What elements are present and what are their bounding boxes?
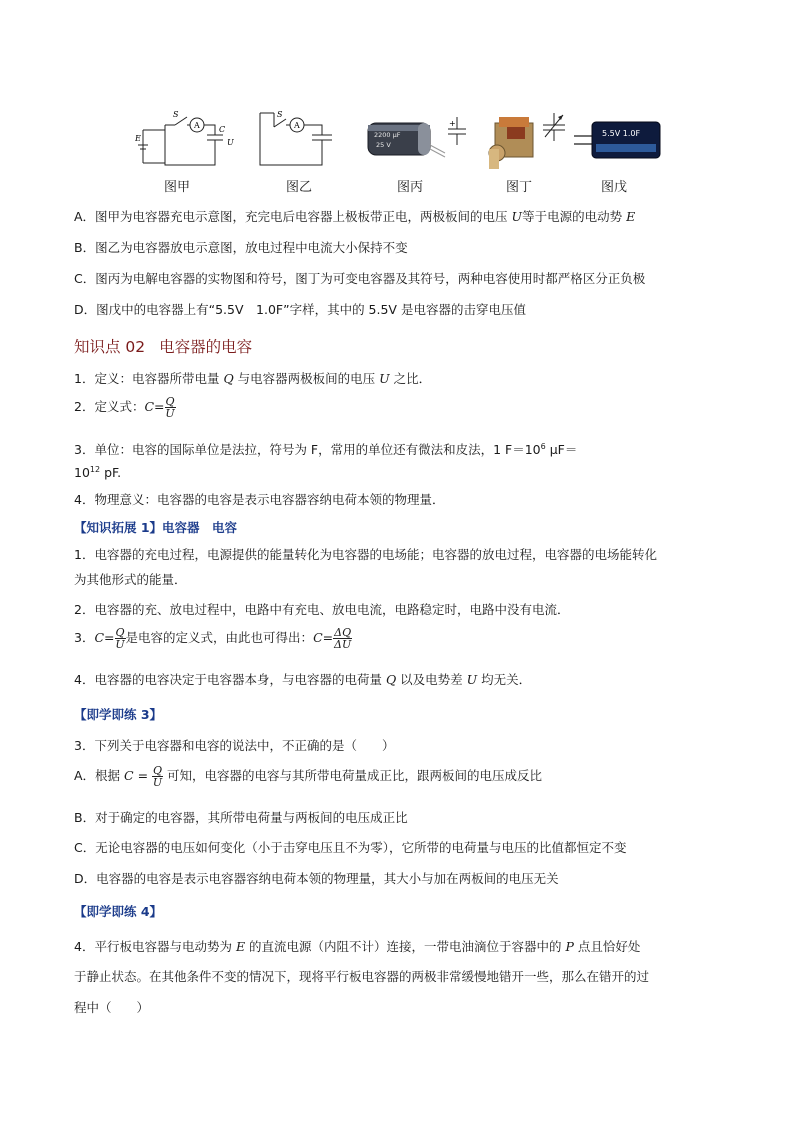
extension-p2: 2．电容器的充、放电过程中，电路中有充电、放电电流，电路稳定时，电路中没有电流． — [74, 602, 570, 617]
exercise4-line3: 程中（ ） — [74, 1000, 150, 1015]
variable-capacitor-photo — [485, 103, 570, 173]
option-b: B．图乙为电容器放电示意图，放电过程中电流大小保持不变 — [74, 240, 408, 255]
label-a: A — [194, 121, 200, 130]
exercise3-question: 3．下列关于电容器和电容的说法中，不正确的是（ ） — [74, 738, 395, 753]
extension-p3: 3．C= $\frac{Q}{U}$ 是电容的定义式，由此也可得出：C= $\frac{\Delta Q}{\Delta U}$ — [74, 626, 352, 651]
electrolytic-capacitor-photo — [360, 115, 470, 170]
supercap-label: 5.5V 1.0F — [602, 129, 641, 138]
fraction-q-over-u: $\frac{Q}{U}$ — [165, 395, 175, 420]
label-a: A — [294, 121, 300, 130]
caption-bing: 图丙 — [397, 180, 424, 195]
caption-ding: 图丁 — [506, 180, 533, 195]
label-u: U — [227, 138, 234, 147]
label-s: S — [277, 110, 283, 119]
exercise3-option-b: B．对于确定的电容器，其所带电荷量与两板间的电压成正比 — [74, 810, 408, 825]
extension-title: 【知识拓展 1】电容器 电容 — [74, 520, 238, 535]
extension-p1-cont: 为其他形式的能量． — [74, 572, 187, 587]
plus-sign: + — [449, 119, 456, 128]
exercise3-option-c: C．无论电容器的电压如何变化（小于击穿电压且不为零），它所带的电荷量与电压的比值都恒定不变 — [74, 840, 627, 855]
option-a: A．图甲为电容器充电示意图，充完电后电容器上极板带正电，两极板间的电压 U等于电源的电动势 E — [74, 209, 636, 224]
exercise3-title: 【即学即练 3】 — [74, 707, 163, 722]
definition-1: 1．定义：电容器所带电量 Q 与电容器两极板间的电压 U 之比． — [74, 371, 432, 386]
definition-2: 2．定义式：C= $\frac{Q}{U}$ — [74, 395, 175, 420]
option-c: C．图丙为电解电容器的实物图和符号，图丁为可变电容器及其符号，两种电容使用时都严格区分正负极 — [74, 271, 646, 286]
caption-wu: 图戊 — [601, 180, 628, 195]
fraction-q-over-u: $\frac{Q}{U}$ — [152, 764, 163, 789]
definition-3: 3．单位：电容的国际单位是法拉，符号为 F，常用的单位还有微法和皮法，1 $F=10^6$ μF＝ — [74, 441, 578, 457]
cap-value-text: 2200 μF — [374, 131, 401, 139]
extension-p1: 1．电容器的充电过程，电源提供的能量转化为电容器的电场能；电容器的放电过程，电容器的电场能转化 — [74, 547, 657, 562]
supercapacitor-photo — [572, 118, 664, 163]
label-s: S — [173, 110, 179, 119]
caption-yi: 图乙 — [286, 180, 313, 195]
caption-jia: 图甲 — [164, 180, 191, 195]
fraction-q-over-u: $\frac{Q}{U}$ — [115, 626, 125, 651]
label-e: E — [135, 134, 141, 143]
circuit-figure-jia — [135, 105, 245, 170]
option-d: D．图戊中的电容器上有“5.5V 1.0F”字样，其中的 5.5V 是电容器的击穿电压值 — [74, 302, 526, 317]
extension-p4: 4．电容器的电容决定于电容器本身，与电容器的电荷量 Q 以及电势差 U 均无关． — [74, 672, 532, 687]
section-heading: 知识点 02 电容器的电容 — [74, 338, 253, 356]
exercise3-option-a: A．根据 C = $\frac{Q}{U}$ 可知，电容器的电容与其所带电荷量成正比，跟两板间的电压成反比 — [74, 764, 543, 789]
exercise3-option-d: D．电容器的电容是表示电容器容纳电荷本领的物理量，其大小与加在两板间的电压无关 — [74, 871, 559, 886]
definition-4: 4．物理意义：电容器的电容是表示电容器容纳电荷本领的物理量． — [74, 492, 445, 507]
exercise4-title: 【即学即练 4】 — [74, 904, 163, 919]
definition-3-cont: $10^{12}$ pF. — [74, 465, 122, 481]
circuit-figure-yi — [252, 105, 342, 170]
label-c: C — [219, 125, 226, 134]
fraction-dq-over-du: $\frac{\Delta Q}{\Delta U}$ — [334, 626, 352, 651]
cap-voltage-text: 25 V — [376, 141, 391, 149]
exercise4-line2: 于静止状态。在其他条件不变的情况下，现将平行板电容器的两极非常缓慢地错开一些，那么在错开的过 — [74, 969, 650, 984]
exercise4-line1: 4．平行板电容器与电动势为 E 的直流电源（内阻不计）连接，一带电油滴位于容器中的 P 点且恰好处 — [74, 939, 641, 954]
